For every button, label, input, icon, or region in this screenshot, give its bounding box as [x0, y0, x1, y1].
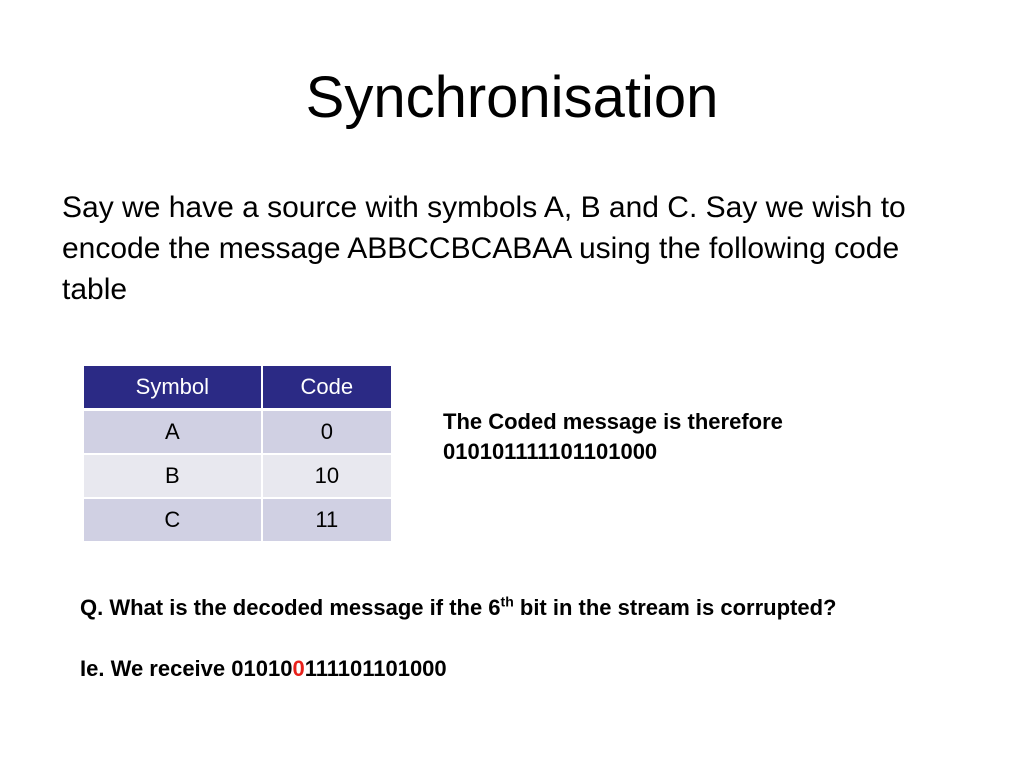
table-row — [84, 454, 391, 498]
coded-message-label: The Coded message is therefore — [443, 409, 783, 434]
header-symbol: Symbol — [84, 366, 262, 410]
intro-paragraph: Say we have a source with symbols A, B and C. Say we wish to encode the message ABBCCBCABAA using the following code table — [62, 191, 906, 306]
cell-symbol: B — [84, 454, 262, 498]
cell-symbol: A — [84, 410, 262, 455]
question-after: bit in the stream is corrupted? — [513, 595, 837, 620]
question-text — [80, 594, 836, 622]
receive-prefix: Ie. We receive — [80, 656, 232, 681]
question-before: Q. What is the decoded message if the 6 — [80, 595, 501, 620]
received-stream — [80, 655, 447, 683]
table-row — [84, 498, 391, 542]
cell-code: 0 — [262, 410, 391, 455]
header-code: Code — [262, 366, 391, 410]
coded-message-block — [443, 407, 783, 467]
cell-symbol: C — [84, 498, 262, 542]
cell-code: 10 — [262, 454, 391, 498]
question-superscript: th — [500, 593, 514, 610]
receive-bits-before: 01010 — [231, 656, 293, 681]
code-table — [84, 366, 391, 543]
corrupted-bit: 0 — [292, 656, 305, 681]
receive-bits-after: 111101101000 — [304, 656, 447, 681]
coded-message-bits: 010101111101101000 — [443, 439, 658, 464]
slide-title: Synchronisation — [305, 65, 719, 130]
cell-code: 11 — [262, 498, 391, 542]
table-row — [84, 410, 391, 455]
table-header-row — [84, 366, 391, 410]
